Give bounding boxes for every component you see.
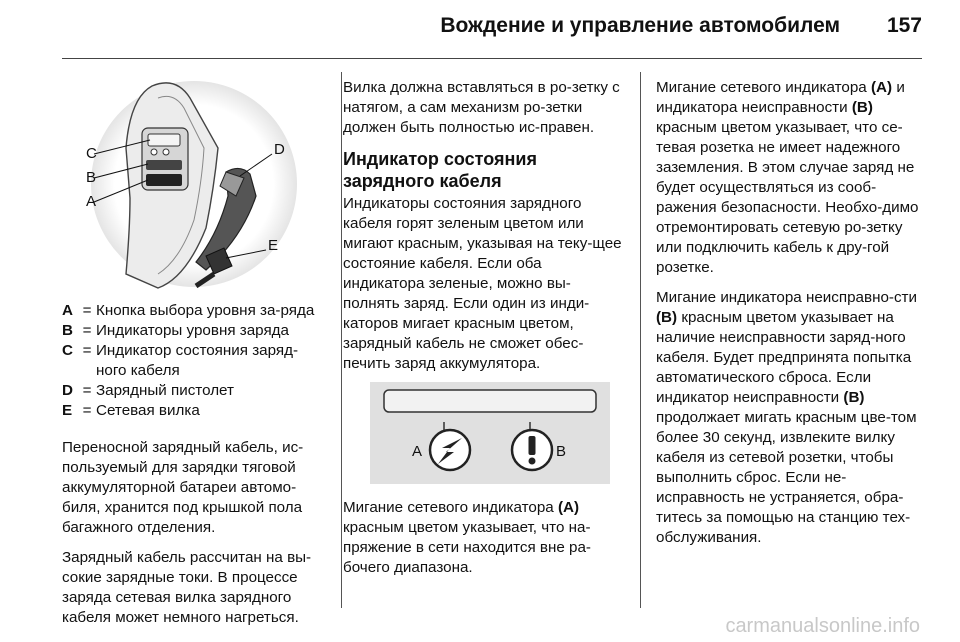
column-3-text [656, 78, 926, 558]
figure-label-b: B [86, 169, 97, 186]
header-rule [62, 58, 922, 59]
fault-indicator-icon [512, 430, 552, 470]
legend-equals: = [82, 382, 92, 399]
paragraph [656, 288, 926, 548]
reference-b: (B) [851, 99, 873, 116]
legend-row-c [62, 341, 324, 381]
legend-key: D [62, 382, 73, 399]
legend-equals: = [82, 342, 92, 359]
text-run: продолжает мигать красным цве-том более 30 секунд, извлеките вилку кабеля из сетевой розетки, чтобы выполнить сброс. Если не-исправность не устраняется, обра-титесь за помощью на станцию тех-обслуживания. [656, 409, 917, 546]
text-run: красным цветом указывает на наличие неисправности заряд-ного кабеля. Будет предпринята попытка автоматического сброса. Если индикатор неисправности [656, 309, 912, 406]
reference-b: (B) [656, 309, 678, 326]
legend-text: Зарядный пистолет [96, 382, 234, 399]
legend-key: A [62, 302, 73, 319]
column-2-lower-text [343, 498, 627, 588]
reference-a: (A) [870, 79, 893, 96]
legend-equals: = [82, 322, 92, 339]
legend-row-a [62, 301, 324, 321]
legend-key: E [62, 402, 73, 419]
legend-text: Индикатор состояния заряд-ного кабеля [96, 342, 299, 379]
legend-text: Сетевая вилка [96, 402, 200, 419]
text-run: Мигание сетевого индикатора [656, 79, 867, 96]
reference-b: (B) [843, 389, 865, 406]
text-run: Мигание сетевого индикатора [343, 499, 554, 516]
section-heading: Индикатор состояния зарядного кабеля [343, 149, 537, 191]
legend-key: C [62, 342, 73, 359]
text-run: Мигание индикатора неисправно-сти [656, 289, 917, 306]
paragraph: Индикаторы состояния зарядного кабеля горят зеленым цветом или мигают красным, указывая на теку-щее состояние кабеля. Если оба индикатора зеленые, можно вы-полнять заряд. Если один из инди-каторов мигает красным цветом, зарядный кабель не сможет обес-печить заряд аккумулятора. [343, 195, 622, 372]
header-title: Вождение и управление автомобилем [440, 14, 840, 37]
page-number: 157 [886, 14, 922, 37]
column-1-text [62, 438, 328, 638]
column-2-text [343, 78, 627, 384]
figure-label-a: A [86, 193, 97, 210]
legend-key: B [62, 322, 73, 339]
reference-a: (A) [557, 499, 580, 516]
legend-row-d [62, 381, 324, 401]
legend-text: Индикаторы уровня заряда [96, 322, 289, 339]
paragraph [343, 498, 627, 578]
column-separator-1 [341, 72, 342, 608]
legend-text: Кнопка выбора уровня за-ряда [96, 302, 315, 319]
column-separator-2 [640, 72, 641, 608]
legend-row-b [62, 321, 324, 341]
indicator-label-a: A [412, 443, 423, 460]
watermark: carmanualsonline.info [725, 615, 920, 637]
text-run: красным цветом указывает, что се-тевая розетка не имеет надежного заземления. В этом случае заряд не будет осуществляться из сооб-ражения безопасности. Необхо-димо отремонтировать сетевую ро-зетку или подключить кабель к дру-гой розетке. [656, 119, 919, 276]
figure-legend [62, 301, 324, 421]
text-run: красным цветом указывает, что на-пряжение в сети находится вне ра-бочего диапазона. [343, 519, 591, 576]
figure-label-d: D [274, 141, 285, 158]
text-run: и индикатора неисправности [656, 79, 905, 116]
paragraph [656, 78, 926, 278]
paragraph: Вилка должна вставляться в ро-зетку с натягом, а сам механизм ро-зетки должен быть полностью ис-правен. [343, 79, 620, 136]
legend-row-e [62, 401, 324, 421]
legend-equals: = [82, 402, 92, 419]
charging-cable-figure [86, 78, 300, 290]
power-indicator-icon [430, 430, 470, 470]
indicator-label-b: B [556, 443, 567, 460]
indicator-panel-figure [370, 382, 610, 484]
legend-equals: = [82, 302, 92, 319]
paragraph: Зарядный кабель рассчитан на вы-сокие зарядные токи. В процессе заряда сетевая вилка зарядного кабеля может немного нагреться. [62, 549, 312, 626]
figure-label-e: E [268, 237, 279, 254]
figure-label-c: C [86, 145, 97, 162]
paragraph: Переносной зарядный кабель, ис-пользуемый для зарядки тяговой аккумуляторной батареи автомо-биля, хранится под крышкой пола багажного отделения. [62, 439, 304, 536]
